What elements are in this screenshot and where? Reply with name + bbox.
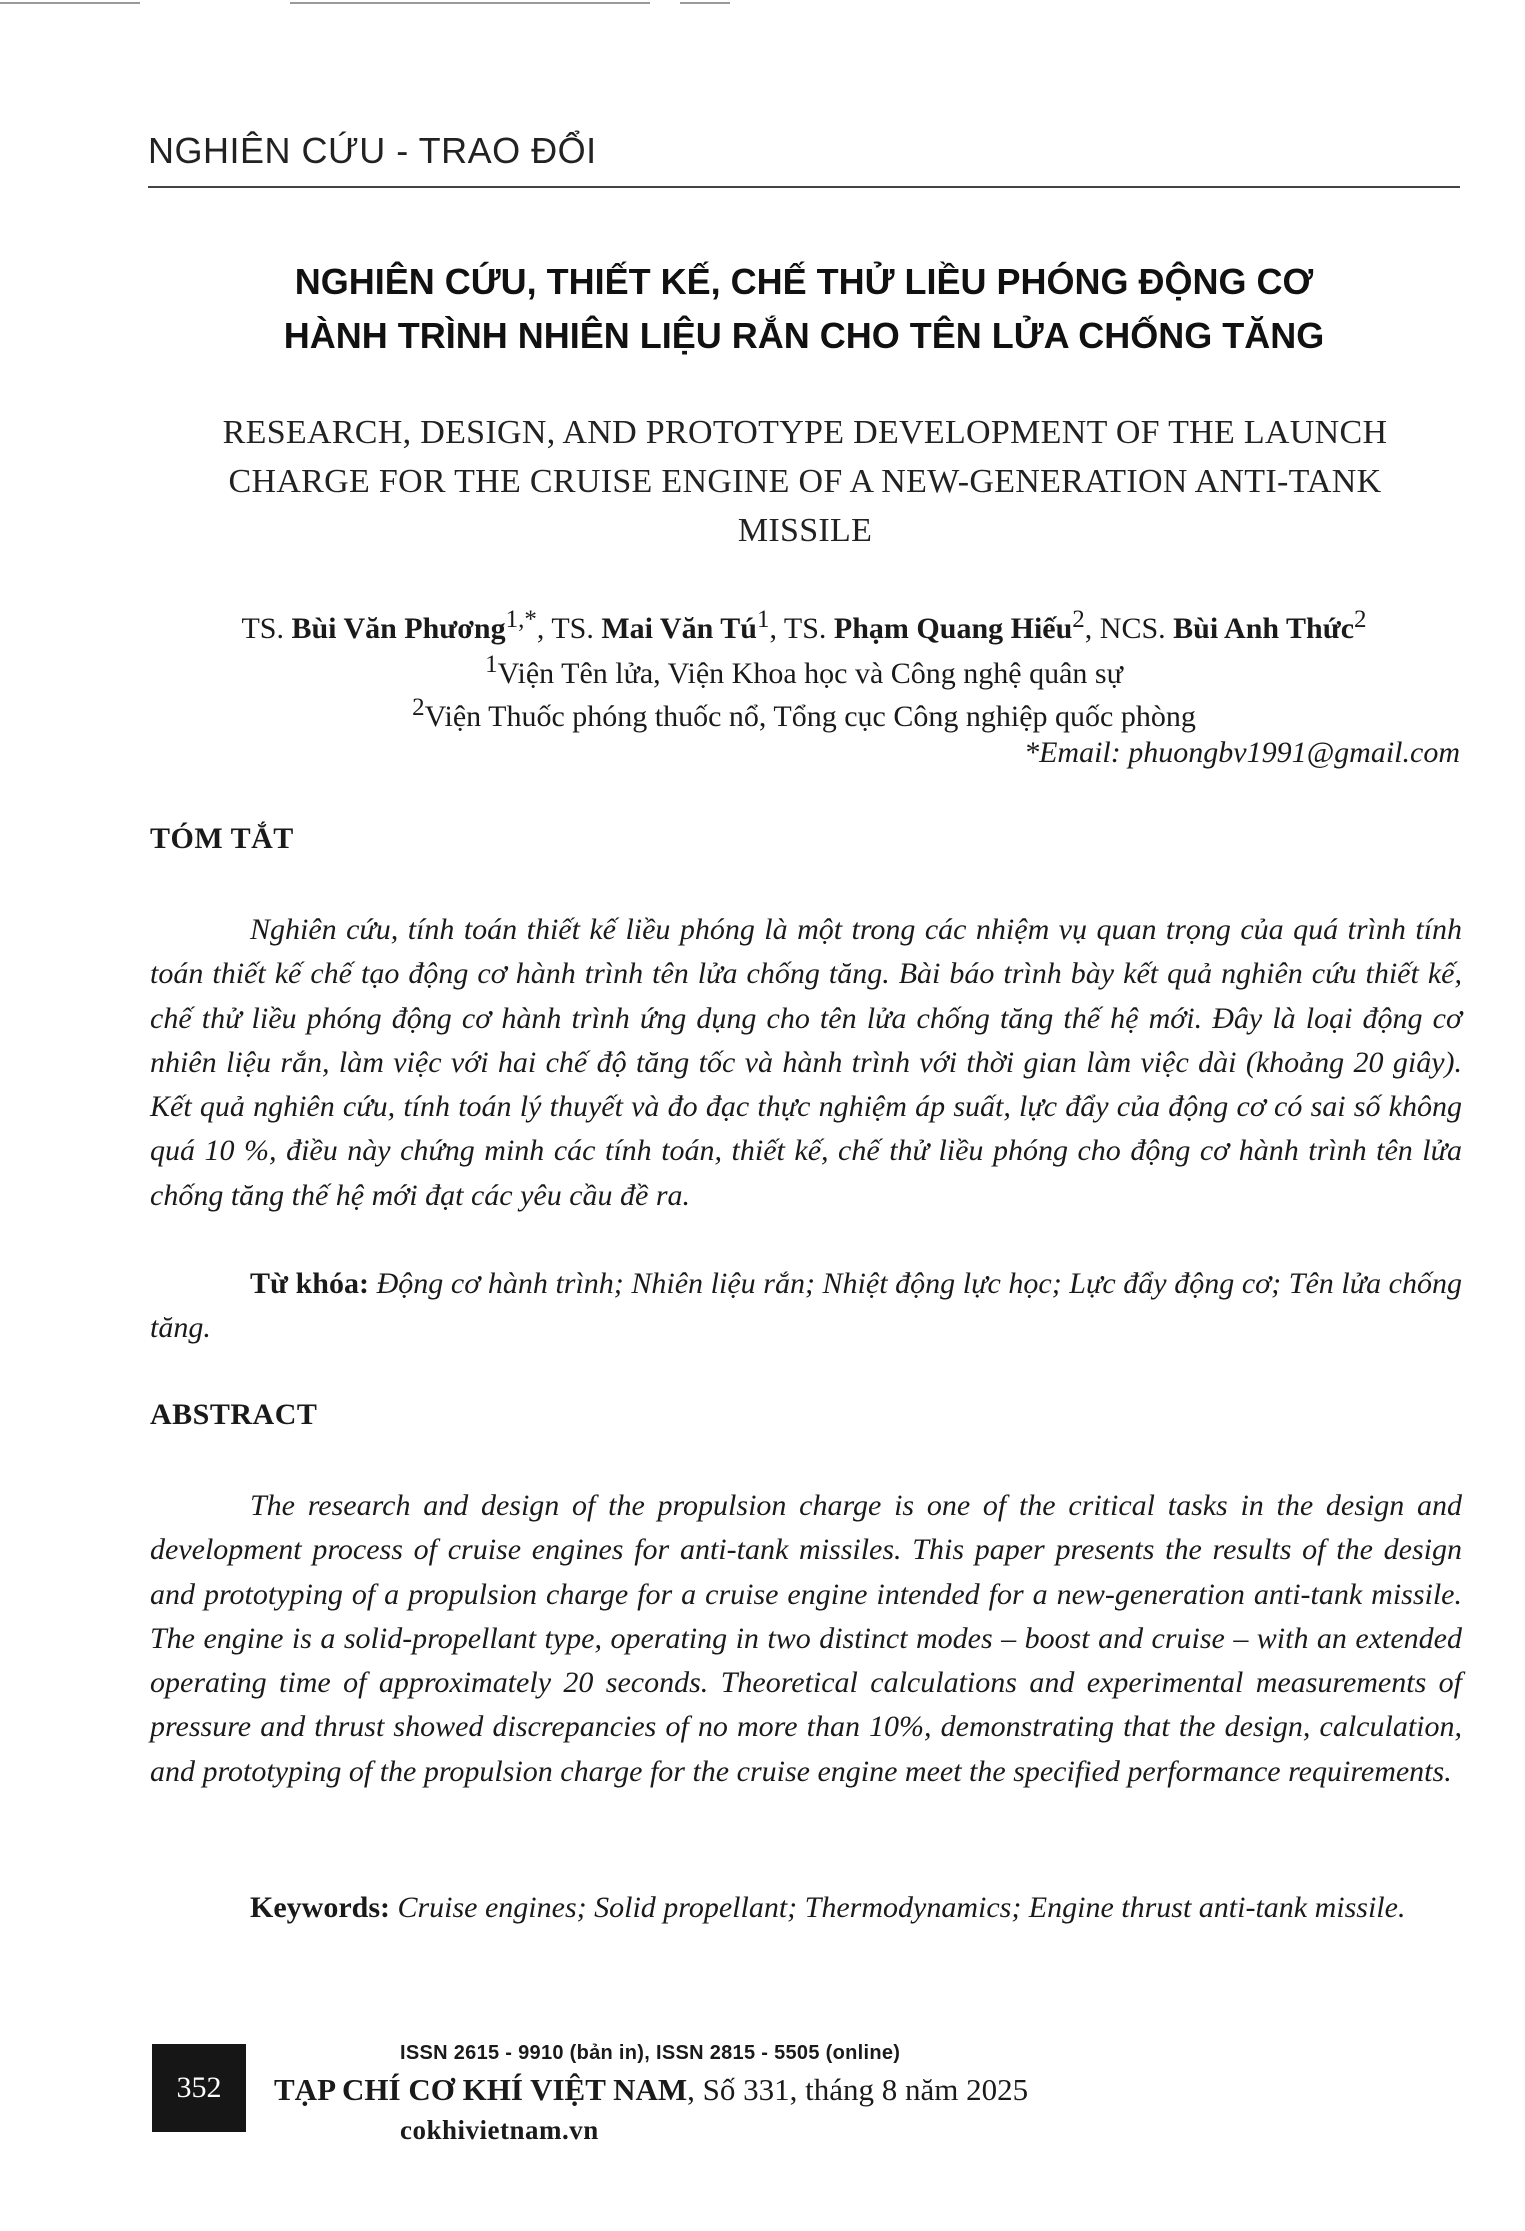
affiliation-1-text: Viện Tên lửa, Viện Khoa học và Công nghệ quân sự <box>497 657 1123 690</box>
author-1-title: TS. <box>241 612 292 645</box>
title-vn-line-1: NGHIÊN CỨU, THIẾT KẾ, CHẾ THỬ LIỀU PHÓNG ĐỘNG CƠ <box>294 261 1314 302</box>
title-en-line-3: MISSILE <box>737 512 873 549</box>
author-1-sup: 1,* <box>505 606 537 633</box>
abstract-keywords-label: Keywords: <box>250 1891 390 1924</box>
affiliation-2-sup: 2 <box>412 694 425 721</box>
affiliation-1 <box>148 645 1460 694</box>
author-3-title: , TS. <box>769 612 834 645</box>
author-3-sup: 2 <box>1072 606 1085 633</box>
page-number: 352 <box>152 2044 246 2132</box>
title-en-line-1: RESEARCH, DESIGN, AND PROTOTYPE DEVELOPMENT OF THE LAUNCH <box>222 414 1388 451</box>
author-4-sup: 2 <box>1354 606 1367 633</box>
header-rule <box>148 186 1460 188</box>
footer-journal <box>274 2072 1028 2108</box>
footer-website: cokhivietnam.vn <box>400 2115 599 2145</box>
author-2-sup: 1 <box>756 606 770 633</box>
footer-issn: ISSN 2615 - 9910 (bản in), ISSN 2815 - 5505 (online) <box>400 2042 901 2064</box>
affiliation-1-sup: 1 <box>485 651 498 678</box>
abstract-body: The research and design of the propulsion charge is one of the critical tasks in the design and development process of cruise engines for anti-tank missiles. This paper presents the results of the design and prototyping of a propulsion charge for a cruise engine intended for a new-generation anti-tank missile. The engine is a solid-propellant type, operating in two distinct modes – boost and cruise – with an extended operating time of approximately 20 seconds. Theoretical calculations and experimental measurements of pressure and thrust showed discrepancies of no more than 10%, demonstrating that the design, calculation, and prototyping of the propulsion charge for the cruise engine meet the specified performance requirements. <box>150 1489 1462 1788</box>
author-4-name: Bùi Anh Thức <box>1173 612 1355 645</box>
author-2-name: Mai Văn Tú <box>601 612 757 645</box>
footer-issue: , Số 331, tháng 8 năm 2025 <box>687 2072 1029 2107</box>
title-en-line-2: CHARGE FOR THE CRUISE ENGINE OF A NEW-GENERATION ANTI-TANK <box>228 463 1382 500</box>
title-vietnamese <box>148 255 1460 363</box>
footer-journal-name: TẠP CHÍ CƠ KHÍ VIỆT NAM <box>274 2072 688 2107</box>
title-vn-line-2: HÀNH TRÌNH NHIÊN LIỆU RẮN CHO TÊN LỬA CHỐNG TĂNG <box>283 315 1325 356</box>
author-2-title: , TS. <box>536 612 602 645</box>
tomtat-keywords-label: Từ khóa: <box>250 1267 369 1300</box>
corresponding-email: *Email: phuongbv1991@gmail.com <box>1024 736 1460 769</box>
tomtat-keywords <box>150 1262 1462 1351</box>
scan-top-marks <box>0 0 1525 8</box>
author-4-title: , NCS. <box>1084 612 1174 645</box>
tomtat-heading: TÓM TẮT <box>150 822 294 855</box>
author-3-name: Phạm Quang Hiếu <box>833 612 1073 645</box>
section-label: NGHIÊN CỨU - TRAO ĐỔI <box>148 130 597 171</box>
author-1-name: Bùi Văn Phương <box>291 612 506 645</box>
title-english <box>180 408 1430 555</box>
abstract-heading: ABSTRACT <box>150 1398 318 1431</box>
author-list <box>148 600 1460 649</box>
affiliation-2 <box>148 688 1460 737</box>
abstract-keywords-text: Cruise engines; Solid propellant; Thermodynamics; Engine thrust anti-tank missile. <box>389 1891 1406 1924</box>
abstract-keywords <box>150 1886 1462 1930</box>
affiliation-2-text: Viện Thuốc phóng thuốc nổ, Tổng cục Công nghiệp quốc phòng <box>424 700 1196 733</box>
tomtat-keywords-text: Động cơ hành trình; Nhiên liệu rắn; Nhiệt động lực học; Lực đẩy động cơ; Tên lửa chống tăng. <box>150 1267 1462 1345</box>
tomtat-body: Nghiên cứu, tính toán thiết kế liều phóng là một trong các nhiệm vụ quan trọng của quá trình tính toán thiết kế chế tạo động cơ hành trình tên lửa chống tăng. Bài báo trình bày kết quả nghiên cứu thiết kế, chế thử liều phóng động cơ hành trình ứng dụng cho tên lửa chống tăng thế hệ mới. Đây là loại động cơ nhiên liệu rắn, làm việc với hai chế độ tăng tốc và hành trình với thời gian làm việc dài (khoảng 20 giây). Kết quả nghiên cứu, tính toán lý thuyết và đo đạc thực nghiệm áp suất, lực đẩy của động cơ có sai số không quá 10 %, điều này chứng minh các tính toán, thiết kế, chế thử liều phóng cho động cơ hành trình tên lửa chống tăng thế hệ mới đạt các yêu cầu đề ra. <box>150 913 1462 1212</box>
